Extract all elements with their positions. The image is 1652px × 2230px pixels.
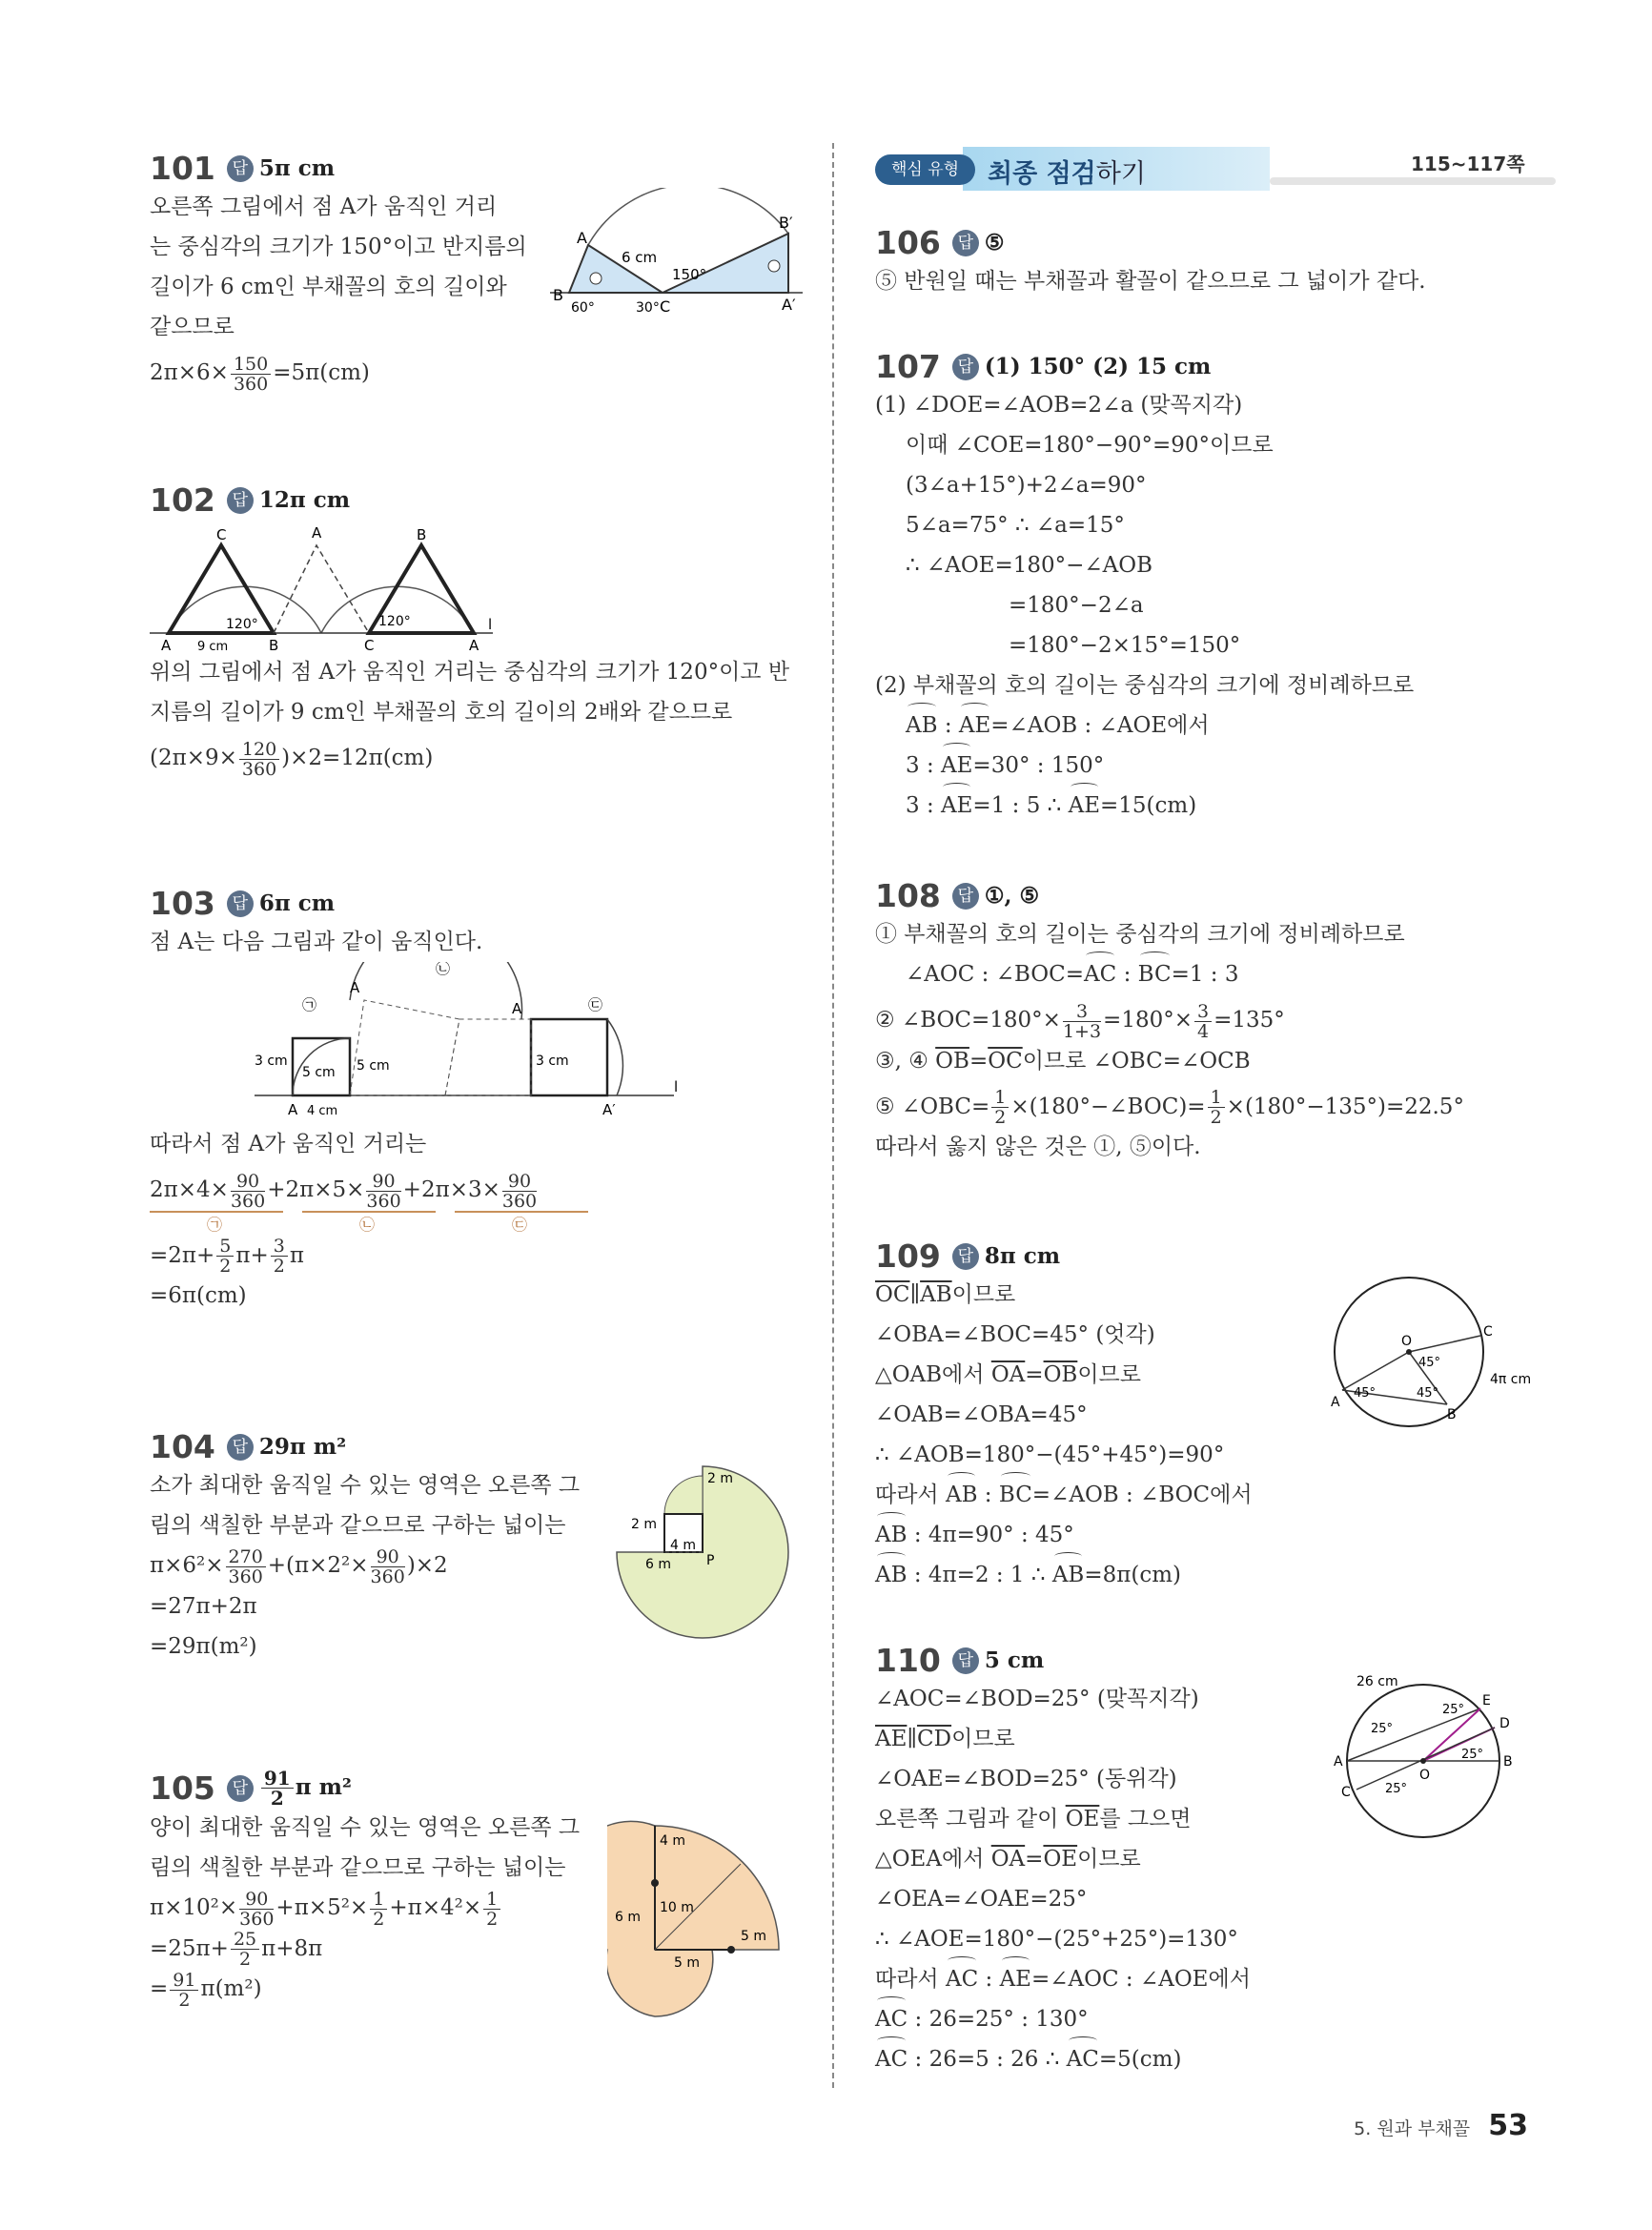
- svg-text:4 cm: 4 cm: [307, 1104, 338, 1118]
- label-30: 30°: [636, 300, 660, 316]
- svg-text:3 cm: 3 cm: [255, 1054, 288, 1069]
- text-line: 양이 최대한 움직일 수 있는 영역은 오른쪽 그: [150, 1815, 581, 1840]
- calc-line: =6π(cm): [150, 1283, 247, 1308]
- svg-text:25°: 25°: [1385, 1782, 1408, 1796]
- calc-line: (3∠a+15°)+2∠a=90°: [906, 473, 1147, 498]
- answer-mark: 답: [227, 1775, 254, 1802]
- answer: 8π cm: [984, 1243, 1061, 1269]
- chapter-title: 5. 원과 부채꼴: [1354, 2118, 1471, 2139]
- text-line: ⑤ 반원일 때는 부채꼴과 활꼴이 같으므로 그 넓이가 같다.: [875, 269, 1426, 294]
- calc-line: =180°−2×15°=150°: [1009, 633, 1241, 658]
- figure-103: [255, 962, 703, 1124]
- svg-text:E: E: [1482, 1693, 1491, 1708]
- answer: 6π cm: [258, 890, 336, 916]
- figure-101: [550, 188, 807, 331]
- answer: 12π cm: [258, 487, 351, 513]
- header-rule: [1270, 177, 1556, 185]
- calc-line: ③, ④ $\overline{OB}=\overline{OC}$이므로 ∠OBC=∠OCB: [875, 1048, 1251, 1074]
- text-line: 점 A는 다음 그림과 같이 움직인다.: [150, 930, 483, 954]
- figure-109: [1314, 1271, 1533, 1433]
- calc-line: ∠AOC : ∠BOC=AC : BC=1 : 3: [875, 954, 1533, 994]
- calc-line: π×6²× $\frac{270}{360}$ +(π×2²× $\frac{90}{360}$ )×2: [150, 1545, 448, 1587]
- svg-text:A: A: [312, 524, 322, 542]
- problem-number: 107: [875, 348, 941, 385]
- calc-line: AB : AE=∠AOB : ∠AOE에서: [875, 706, 1533, 746]
- problem-107: [875, 348, 1533, 826]
- calc-line: = $\frac{91}{2}$ π(m²): [150, 1969, 262, 2011]
- figure-110: [1318, 1670, 1533, 1842]
- header-badge: 핵심 유형: [875, 154, 975, 185]
- label-Aprime: A′: [782, 296, 796, 314]
- svg-text:㉠: ㉠: [302, 996, 317, 1013]
- calc-line: ∴ ∠AOB=180°−(45°+45°)=90°: [875, 1442, 1225, 1467]
- answer-mark: 답: [952, 1647, 979, 1674]
- page-range: 115~117쪽: [1411, 153, 1525, 175]
- svg-text:A: A: [161, 637, 172, 652]
- problem-110: [875, 1642, 1533, 2079]
- calc-line: 3 : AE=1 : 5 ∴ AE=15(cm): [875, 786, 1533, 826]
- svg-text:120°: 120°: [226, 617, 258, 632]
- svg-text:6 m: 6 m: [645, 1557, 671, 1572]
- answer-mark: 답: [227, 1434, 254, 1461]
- svg-text:C: C: [1483, 1324, 1493, 1340]
- text-line: 길이가 6 cm인 부채꼴의 호의 길이와: [150, 275, 507, 299]
- calc-line: AC : 26=5 : 26 ∴ AC=5(cm): [875, 2039, 1533, 2079]
- label-A: A: [577, 229, 587, 247]
- answer: 29π m²: [258, 1434, 347, 1460]
- answer-mark: 답: [227, 487, 254, 514]
- text-line: 는 중심각의 크기가 150°이고 반지름의: [150, 235, 527, 259]
- figure-104: [607, 1462, 798, 1652]
- problem-number: 101: [150, 150, 215, 187]
- answer-mark: 답: [952, 230, 979, 256]
- text-line: 위의 그림에서 점 A가 움직인 거리는 중심각의 크기가 120°이고 반: [150, 660, 790, 685]
- calc-line: =29π(m²): [150, 1633, 257, 1659]
- answer-mark: 답: [227, 890, 254, 917]
- calc-line: AB : 4π=2 : 1 ∴ AB=8π(cm): [875, 1555, 1533, 1595]
- answer-mark: 답: [952, 354, 979, 380]
- calc-line: ∴ ∠AOE=180°−(25°+25°)=130°: [875, 1927, 1238, 1952]
- calc-line: AC : 26=25° : 130°: [875, 1999, 1533, 2039]
- svg-text:A: A: [350, 979, 360, 996]
- problem-number: 109: [875, 1238, 941, 1275]
- calc-line: ∠OAB=∠OBA=45°: [875, 1402, 1088, 1427]
- text-line: 같으므로: [150, 315, 235, 339]
- calc-line: $\overline{AE}\parallel\overline{CD}$이므로: [875, 1727, 1015, 1751]
- label-Bprime: B′: [779, 214, 793, 232]
- svg-text:45°: 45°: [1417, 1386, 1439, 1401]
- problem-109: [875, 1238, 1533, 1595]
- svg-text:4π cm: 4π cm: [1490, 1372, 1532, 1387]
- problem-number: 104: [150, 1428, 215, 1465]
- svg-text:A: A: [512, 1000, 522, 1017]
- calc-line: ∠AOC=∠BOD=25° (맞꼭지각): [875, 1687, 1199, 1711]
- svg-text:B: B: [269, 637, 279, 652]
- svg-text:5 cm: 5 cm: [302, 1065, 336, 1080]
- calc-line: 5∠a=75° ∴ ∠a=15°: [906, 513, 1125, 538]
- calc-line: ∠OBA=∠BOC=45° (엇각): [875, 1322, 1155, 1347]
- svg-text:45°: 45°: [1418, 1356, 1441, 1370]
- svg-text:B: B: [417, 526, 427, 543]
- calc-line: ∴ ∠AOE=180°−∠AOB: [906, 553, 1153, 578]
- answer: 5π cm: [258, 155, 336, 181]
- svg-text:C: C: [364, 637, 375, 652]
- calc-line: ∠OAE=∠BOD=25° (동위각): [875, 1767, 1177, 1791]
- svg-text:5 cm: 5 cm: [357, 1058, 390, 1074]
- svg-text:㉡: ㉡: [436, 962, 451, 977]
- problem-number: 102: [150, 481, 215, 519]
- text-line: (2) 부채꼴의 호의 길이는 중심각의 크기에 정비례하므로: [875, 673, 1415, 698]
- problem-106: [875, 224, 1533, 301]
- text-line: ① 부채꼴의 호의 길이는 중심각의 크기에 정비례하므로: [875, 922, 1405, 947]
- calc-line: =180°−2∠a: [1009, 593, 1144, 618]
- calc-line: 3 : AE=30° : 150°: [875, 746, 1533, 786]
- svg-text:l: l: [488, 616, 493, 633]
- svg-text:A: A: [288, 1101, 298, 1118]
- svg-text:A′: A′: [602, 1101, 616, 1118]
- label-6cm: 6 cm: [622, 249, 658, 266]
- problem-number: 105: [150, 1770, 215, 1807]
- svg-text:2 m: 2 m: [631, 1517, 657, 1532]
- calc-line: (2π×9× $\frac{120}{360}$ )×2=12π(cm): [150, 738, 434, 780]
- svg-text:10 m: 10 m: [660, 1900, 694, 1915]
- calc-line: =2π+ $\frac{5}{2}$ π+ $\frac{3}{2}$ π: [150, 1236, 304, 1277]
- svg-text:C: C: [1341, 1785, 1351, 1800]
- calc-line: ∠OEA=∠OAE=25°: [875, 1887, 1088, 1912]
- svg-text:l: l: [674, 1078, 679, 1095]
- label-60: 60°: [571, 300, 595, 316]
- svg-text:A: A: [469, 637, 479, 652]
- svg-text:25°: 25°: [1442, 1703, 1465, 1717]
- text-line: 따라서 옳지 않은 것은 ①, ⑤이다.: [875, 1135, 1201, 1159]
- page-number: 53: [1488, 2109, 1528, 2142]
- svg-text:2 m: 2 m: [707, 1471, 733, 1486]
- problem-number: 106: [875, 224, 941, 261]
- svg-text:A: A: [1331, 1395, 1340, 1410]
- answer-mark: 답: [952, 883, 979, 910]
- problem-101: [150, 150, 807, 394]
- answer: ⑤: [984, 230, 1005, 256]
- calc-line: =25π+ $\frac{25}{2}$ π+8π: [150, 1929, 323, 1970]
- text-line: 따라서 점 A가 움직인 거리는: [150, 1132, 427, 1156]
- text-line: 소가 최대한 움직일 수 있는 영역은 오른쪽 그: [150, 1473, 581, 1498]
- figure-105: [607, 1807, 807, 2036]
- svg-text:A: A: [1334, 1754, 1343, 1770]
- svg-text:9 cm: 9 cm: [197, 640, 229, 652]
- svg-text:120°: 120°: [378, 614, 411, 629]
- label-B: B: [553, 286, 563, 304]
- text-line: 지름의 길이가 9 cm인 부채꼴의 호의 길이의 2배와 같으므로: [150, 700, 733, 725]
- calc-line: $\overline{OC}\parallel\overline{AB}$이므로: [875, 1282, 1016, 1307]
- text-line: 오른쪽 그림과 같이 $\overline{OE}$를 그으면: [875, 1807, 1192, 1831]
- problem-102: [150, 481, 807, 779]
- page-footer: [1354, 2109, 1528, 2142]
- text-line: 림의 색칠한 부분과 같으므로 구하는 넓이는: [150, 1513, 566, 1538]
- svg-text:4 m: 4 m: [660, 1833, 685, 1849]
- calc-line: 2π×6× $\frac{150}{360}$ =5π(cm): [150, 353, 370, 395]
- svg-text:5 m: 5 m: [741, 1929, 766, 1944]
- svg-text:㉢: ㉢: [588, 996, 603, 1013]
- svg-text:25°: 25°: [1371, 1722, 1394, 1736]
- header-title: 최종 점검하기: [988, 159, 1146, 189]
- svg-text:6 m: 6 m: [615, 1910, 641, 1925]
- figure-102: [150, 519, 521, 652]
- svg-text:P: P: [706, 1553, 715, 1568]
- calc-line: π×10²× $\frac{90}{360}$ +π×5²× $\frac{1}{2}$ +π×4²× $\frac{1}{2}$: [150, 1888, 807, 1929]
- calc-line: △OEA에서 $\overline{OA}=\overline{OE}$이므로: [875, 1847, 1141, 1872]
- answer-mark: 답: [952, 1243, 979, 1270]
- calc-line: 따라서 AB : BC=∠AOB : ∠BOC에서: [875, 1475, 1533, 1515]
- answer-mark: 답: [227, 155, 254, 182]
- answer: (1) 150° (2) 15 cm: [984, 354, 1212, 379]
- problem-number: 103: [150, 885, 215, 922]
- label-C: C: [660, 297, 671, 316]
- brace-marks: ㉠ ㉡ ㉢: [150, 1211, 807, 1236]
- svg-text:B: B: [1447, 1407, 1457, 1422]
- answer: $\frac{91}{2}$ π m²: [259, 1774, 352, 1800]
- svg-text:3 cm: 3 cm: [536, 1054, 569, 1069]
- text-line: 이때 ∠COE=180°−90°=90°이므로: [906, 433, 1274, 458]
- problem-108: [875, 877, 1533, 1167]
- problem-105: [150, 1769, 807, 2010]
- calc-line: =27π+2π: [150, 1593, 257, 1619]
- calc-line: 따라서 AC : AE=∠AOC : ∠AOE에서: [875, 1959, 1533, 1999]
- answer: ①, ⑤: [984, 883, 1040, 909]
- column-divider: [832, 143, 834, 2088]
- svg-text:45°: 45°: [1354, 1386, 1377, 1401]
- svg-text:26 cm: 26 cm: [1356, 1674, 1398, 1689]
- problem-number: 108: [875, 877, 941, 914]
- text-line: 림의 색칠한 부분과 같으므로 구하는 넓이는: [150, 1855, 566, 1880]
- problem-number: 110: [875, 1642, 941, 1679]
- svg-text:D: D: [1499, 1716, 1510, 1731]
- svg-text:5 m: 5 m: [674, 1955, 700, 1971]
- svg-text:O: O: [1401, 1334, 1413, 1349]
- svg-text:O: O: [1419, 1768, 1431, 1783]
- calc-line: AB : 4π=90° : 45°: [875, 1515, 1533, 1555]
- svg-text:B: B: [1503, 1754, 1513, 1770]
- problem-103: [150, 885, 807, 1316]
- answer: 5 cm: [984, 1647, 1045, 1673]
- svg-text:25°: 25°: [1461, 1748, 1484, 1762]
- calc-line: △OAB에서 $\overline{OA}=\overline{OB}$이므로: [875, 1362, 1141, 1387]
- text-line: (1) ∠DOE=∠AOB=2∠a (맞꼭지각): [875, 393, 1243, 418]
- calc-line: ② ∠BOC=180°× $\frac{3}{1+3}$ =180°× $\frac{3}{4}$ =135°: [875, 1000, 1285, 1042]
- calc-line: 2π×4× $\frac{90}{360}$ +2π×5× $\frac{90}{360}$ +2π×3× $\frac{90}{360}$: [150, 1170, 538, 1212]
- svg-text:C: C: [216, 526, 227, 543]
- problem-104: [150, 1428, 807, 1667]
- calc-line: ⑤ ∠OBC= $\frac{1}{2}$ ×(180°−∠BOC)= $\frac{1}{2}$ ×(180°−135°)=22.5°: [875, 1087, 1464, 1128]
- label-150: 150°: [672, 266, 707, 283]
- svg-text:4 m: 4 m: [670, 1538, 696, 1553]
- text-line: 오른쪽 그림에서 점 A가 움직인 거리: [150, 194, 498, 219]
